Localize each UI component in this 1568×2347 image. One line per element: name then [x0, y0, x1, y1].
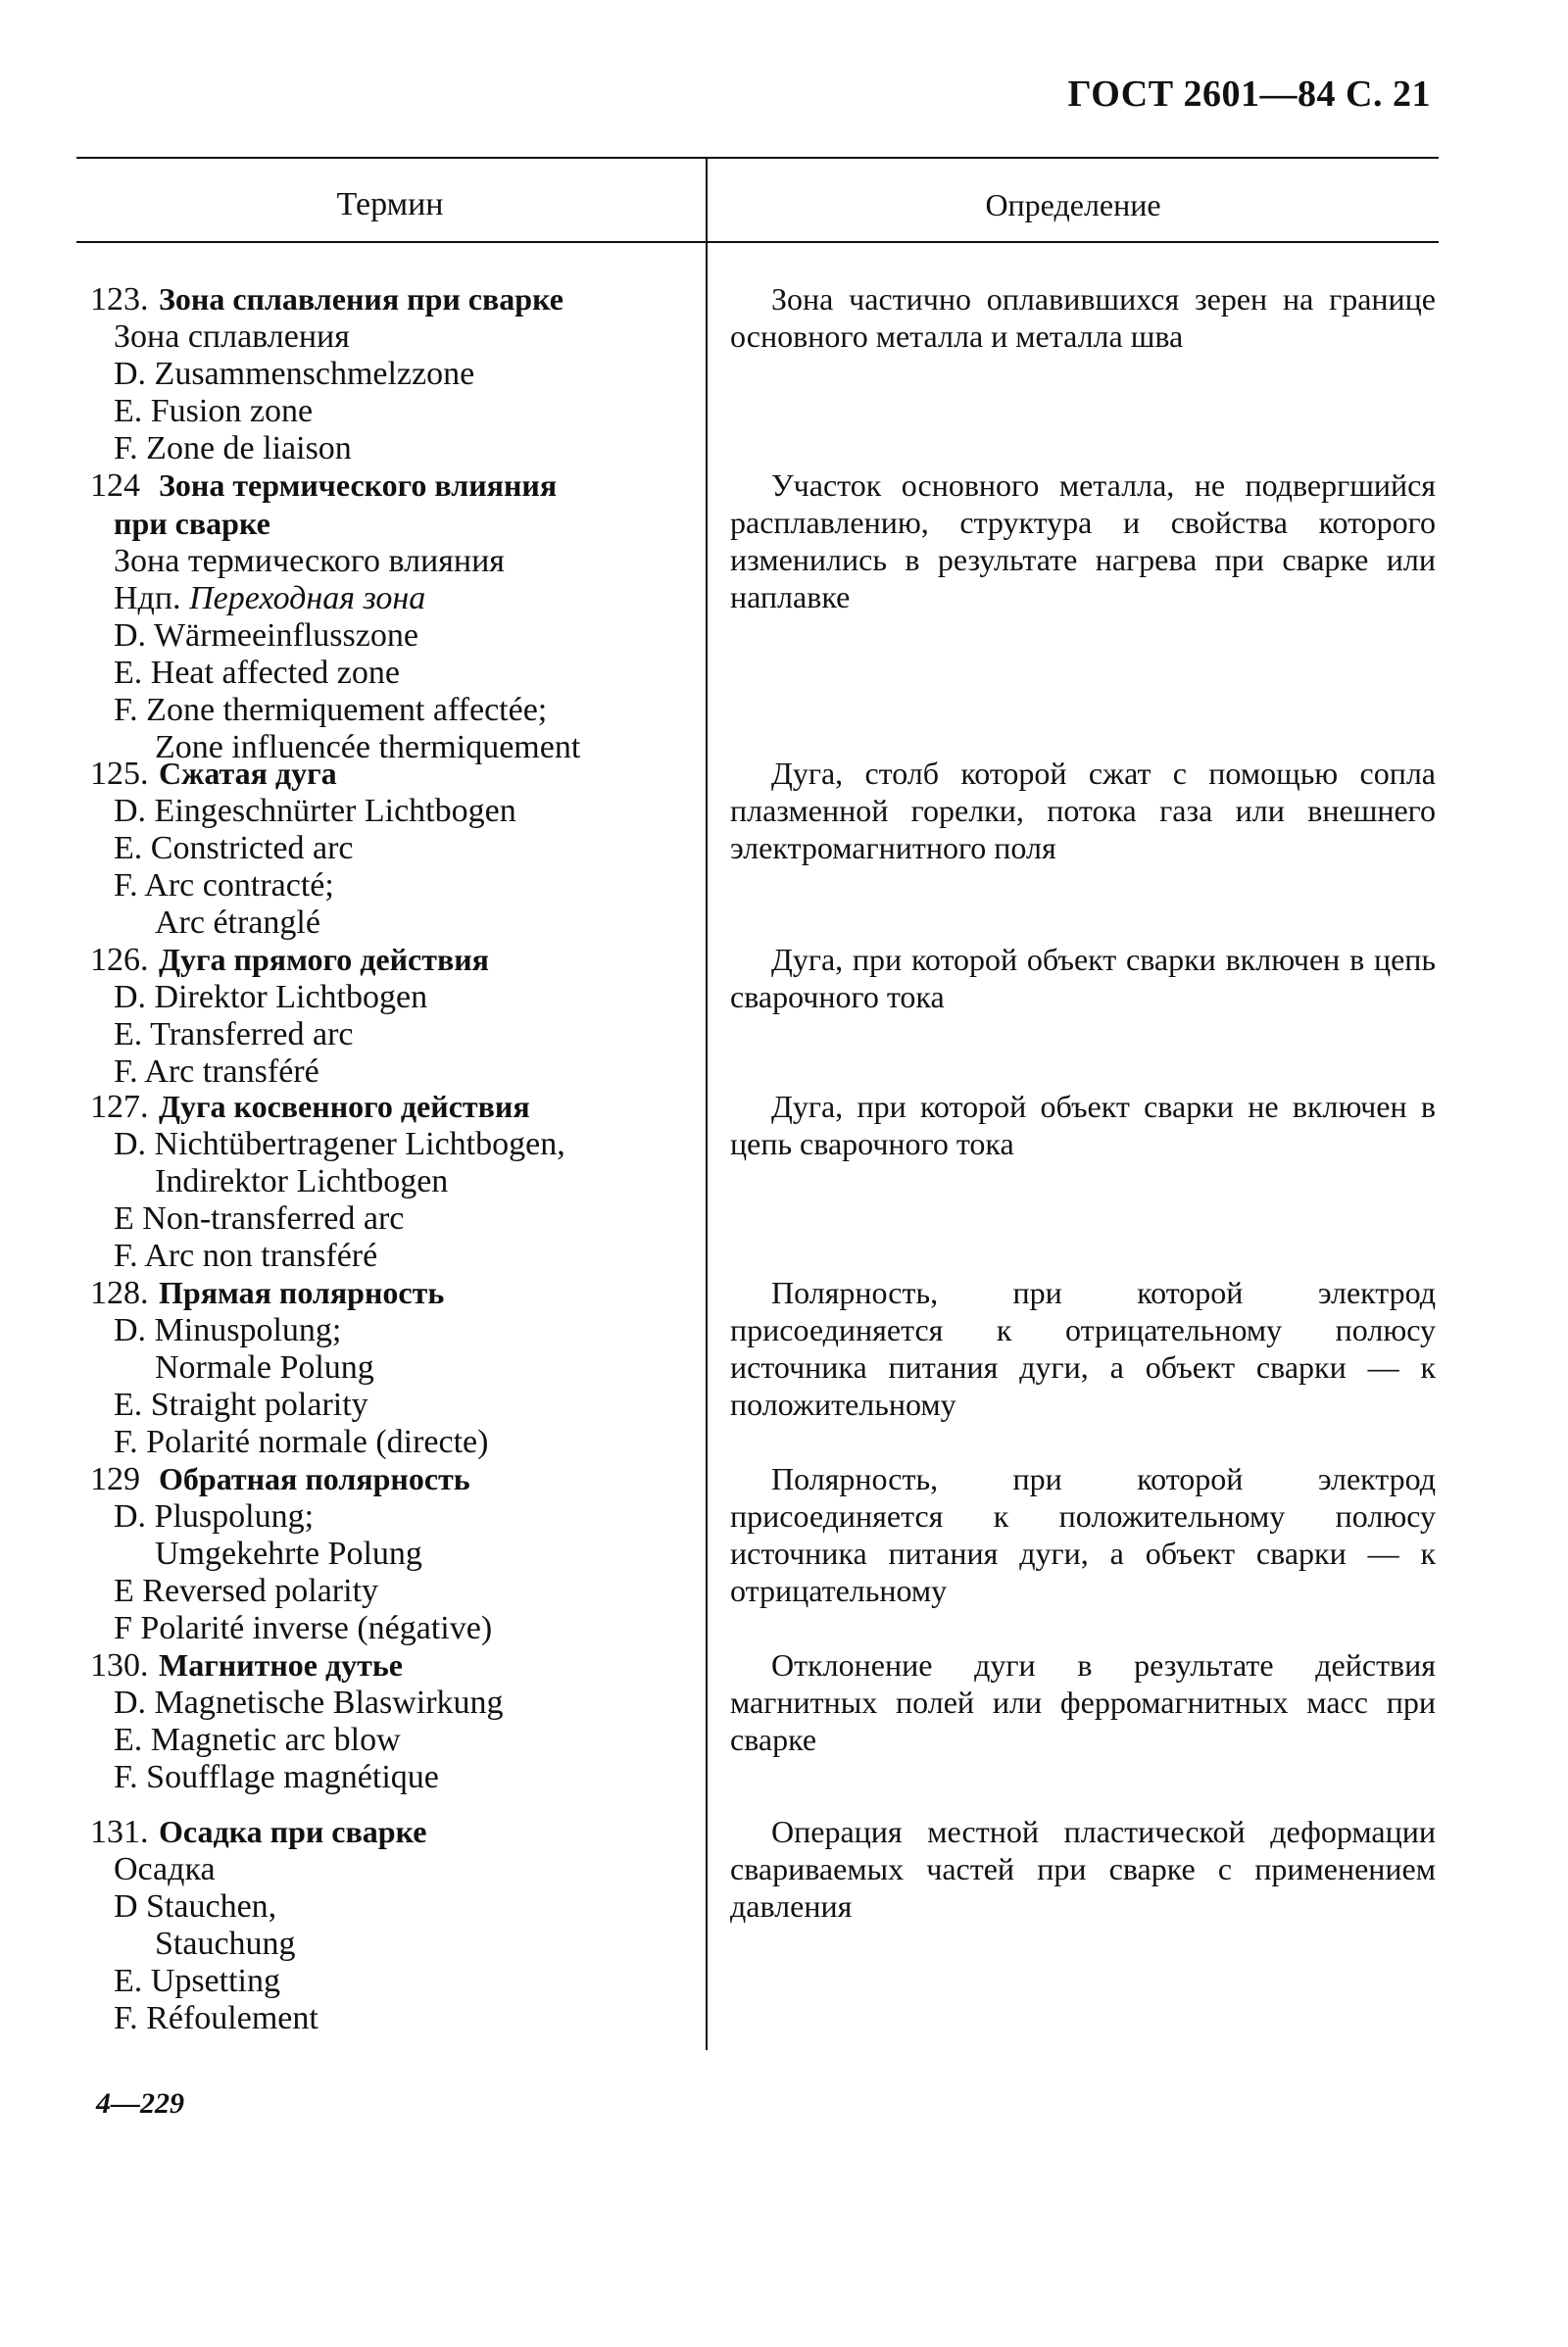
- term-entry: [90, 1813, 698, 2037]
- term-name: Сжатая дуга: [159, 756, 337, 791]
- term-equivalent: Normale Polung: [155, 1349, 374, 1386]
- term-equivalent: Arc étranglé: [155, 905, 320, 941]
- term-name: Прямая полярность: [159, 1275, 445, 1310]
- term-number: 125.: [90, 756, 149, 792]
- term-equivalent: Зона сплавления: [114, 318, 350, 355]
- term-equivalent: Indirektor Lichtbogen: [155, 1163, 449, 1199]
- term-equivalent: E. Constricted arc: [114, 830, 354, 866]
- column-header-term: Термин: [336, 186, 444, 222]
- term-entry: [90, 280, 698, 467]
- term-definition: Дуга, столб которой сжат с помощью сопла плазменной горелки, потока газа или внешнего электромагнитного поля: [730, 756, 1436, 865]
- term-equivalent: E. Upsetting: [114, 1963, 280, 1999]
- term-equivalent: E. Fusion zone: [114, 393, 314, 429]
- term-equivalent: Zone influencée thermiquement: [155, 729, 581, 765]
- term-entry: [90, 755, 698, 942]
- term-entry: [90, 1460, 698, 1647]
- term-equivalent: D. Magnetische Blaswirkung: [114, 1685, 504, 1721]
- term-number: 127.: [90, 1089, 149, 1125]
- term-equivalent: E Reversed polarity: [114, 1573, 379, 1609]
- term-number: 123.: [90, 281, 149, 318]
- term-entry: [90, 1088, 698, 1275]
- term-equivalent: D. Direktor Lichtbogen: [114, 979, 428, 1015]
- term-definition: Зона частично оплавившихся зерен на границе основного металла и металла шва: [730, 281, 1436, 354]
- term-number: 126.: [90, 942, 149, 978]
- term-number: 129: [90, 1461, 140, 1497]
- term-definition: Отклонение дуги в результате действия магнитных полей или ферромагнитных масс при сварке: [730, 1647, 1436, 1757]
- non-recommended-term: Ндп. Переходная зона: [114, 580, 426, 616]
- term-equivalent: F. Polarité normale (directe): [114, 1424, 489, 1460]
- term-name: Дуга косвенного действия: [159, 1089, 530, 1124]
- term-equivalent: E. Straight polarity: [114, 1387, 368, 1423]
- term-number: 130.: [90, 1647, 149, 1684]
- term-name: при сварке: [114, 506, 270, 541]
- header-rule: [76, 241, 1439, 243]
- page-header: ГОСТ 2601—84 С. 21: [1067, 73, 1431, 115]
- term-equivalent: D Stauchen,: [114, 1888, 277, 1925]
- column-divider: [706, 159, 708, 2050]
- term-equivalent: Осадка: [114, 1851, 216, 1887]
- term-definition: Операция местной пластической деформации свариваемых частей при сварке с применением давления: [730, 1814, 1436, 1924]
- term-equivalent: D. Nichtübertragener Lichtbogen,: [114, 1126, 565, 1162]
- term-equivalent: F. Zone thermiquement affectée;: [114, 692, 548, 728]
- term-equivalent: D. Zusammenschmelzzone: [114, 356, 475, 392]
- term-equivalent: E Non-transferred arc: [114, 1200, 405, 1237]
- term-equivalent: D. Eingeschnürter Lichtbogen: [114, 793, 516, 829]
- term-equivalent: E. Magnetic arc blow: [114, 1722, 401, 1758]
- term-equivalent: F Polarité inverse (négative): [114, 1610, 493, 1646]
- term-equivalent: F. Zone de liaison: [114, 430, 352, 466]
- term-equivalent: F. Réfoulement: [114, 2000, 318, 2036]
- column-header-definition: Определение: [985, 187, 1161, 222]
- term-equivalent: Stauchung: [155, 1926, 296, 1962]
- page-footer: 4—229: [96, 2087, 184, 2120]
- top-rule: [76, 157, 1439, 159]
- term-definition: Участок основного металла, не подвергшийся расплавлению, структура и свойства которого изменились в результате нагрева при сварке или наплавке: [730, 467, 1436, 614]
- term-number: 124: [90, 467, 140, 504]
- term-number: 131.: [90, 1814, 149, 1850]
- term-name: Зона термического влияния: [159, 467, 558, 503]
- term-equivalent: Umgekehrte Polung: [155, 1536, 422, 1572]
- term-name: Осадка при сварке: [159, 1814, 427, 1849]
- term-name: Обратная полярность: [159, 1461, 470, 1496]
- term-equivalent: F. Soufflage magnétique: [114, 1759, 439, 1795]
- term-equivalent: Зона термического влияния: [114, 543, 505, 579]
- term-equivalent: F. Arc non transféré: [114, 1238, 378, 1274]
- term-number: 128.: [90, 1275, 149, 1311]
- term-entry: [90, 466, 698, 766]
- term-equivalent: E. Heat affected zone: [114, 655, 400, 691]
- term-entry: [90, 941, 698, 1091]
- term-equivalent: D. Pluspolung;: [114, 1498, 315, 1535]
- term-definition: Полярность, при которой электрод присоединяется к отрицательному полюсу источника питания дуги, а объект сварки — к положительному: [730, 1275, 1436, 1422]
- term-definition: Дуга, при которой объект сварки включен в цепь сварочного тока: [730, 942, 1436, 1014]
- term-entry: [90, 1646, 698, 1796]
- term-name: Зона сплавления при сварке: [159, 281, 564, 317]
- term-name: Дуга прямого действия: [159, 942, 489, 977]
- term-equivalent: E. Transferred arc: [114, 1016, 354, 1052]
- term-equivalent: F. Arc contracté;: [114, 867, 334, 904]
- term-equivalent: F. Arc transféré: [114, 1053, 319, 1090]
- term-equivalent: D. Wärmeeinflusszone: [114, 617, 418, 654]
- term-equivalent: D. Minuspolung;: [114, 1312, 342, 1348]
- term-definition: Дуга, при которой объект сварки не включен в цепь сварочного тока: [730, 1089, 1436, 1161]
- term-entry: [90, 1274, 698, 1461]
- term-definition: Полярность, при которой электрод присоединяется к положительному полюсу источника питания дуги, а объект сварки — к отрицательному: [730, 1461, 1436, 1608]
- term-name: Магнитное дутье: [159, 1647, 403, 1683]
